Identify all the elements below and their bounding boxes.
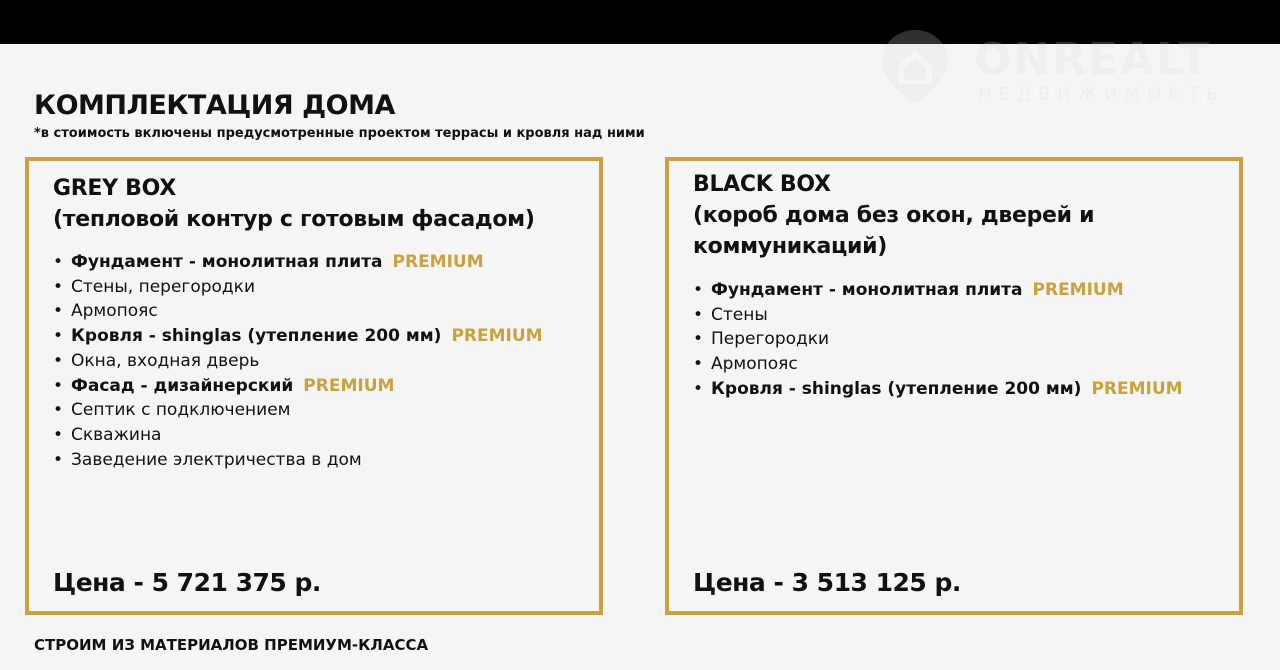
bullet-icon: • bbox=[53, 449, 64, 470]
bullet-icon: • bbox=[693, 354, 704, 375]
premium-badge: PREMIUM bbox=[303, 375, 395, 396]
bullet-icon: • bbox=[53, 424, 64, 445]
bullet-icon: • bbox=[693, 280, 704, 300]
feature-item bbox=[53, 324, 543, 349]
feature-text: Скважина bbox=[71, 424, 162, 445]
feature-text: Фасад - дизайнерский bbox=[71, 375, 294, 396]
page-title: КОМПЛЕКТАЦИЯ ДОМА bbox=[34, 90, 395, 121]
card-title bbox=[693, 169, 1213, 262]
card-title-description: (тепловой контур с готовым фасадом) bbox=[53, 207, 535, 232]
feature-item bbox=[53, 250, 543, 275]
grey-box-card bbox=[25, 157, 603, 615]
feature-text: Фундамент - монолитная плита bbox=[711, 280, 1023, 300]
feature-item bbox=[53, 423, 543, 448]
bullet-icon: • bbox=[53, 276, 64, 297]
card-title-description: (короб дома без окон, дверей и коммуникаций) bbox=[693, 203, 1095, 259]
feature-item bbox=[693, 327, 1183, 352]
feature-item bbox=[53, 349, 543, 374]
onrealt-watermark bbox=[880, 28, 1250, 108]
bullet-icon: • bbox=[53, 375, 64, 396]
bullet-icon: • bbox=[53, 350, 64, 371]
feature-item bbox=[693, 303, 1183, 328]
footer-note: СТРОИМ ИЗ МАТЕРИАЛОВ ПРЕМИУМ-КЛАССА bbox=[34, 636, 429, 654]
watermark-subtitle: НЕДВИЖИМОСТЬ bbox=[978, 84, 1226, 105]
feature-item bbox=[53, 448, 543, 473]
feature-item bbox=[53, 398, 543, 423]
feature-item bbox=[53, 299, 543, 324]
feature-text: Фундамент - монолитная плита bbox=[71, 252, 383, 272]
premium-badge: PREMIUM bbox=[451, 326, 543, 347]
card-title bbox=[53, 173, 583, 235]
feature-text: Перегородки bbox=[711, 329, 830, 350]
feature-text: Армопояс bbox=[711, 354, 798, 375]
feature-list bbox=[53, 250, 543, 472]
bullet-icon: • bbox=[53, 252, 64, 272]
price-label: Цена - 3 513 125 р. bbox=[693, 568, 961, 597]
card-title-name: BLACK BOX bbox=[693, 172, 831, 197]
feature-text: Стены bbox=[711, 304, 768, 325]
page-note: *в стоимость включены предусмотренные проектом террасы и кровля над ними bbox=[34, 126, 645, 141]
bullet-icon: • bbox=[693, 378, 704, 399]
house-pin-icon bbox=[880, 28, 950, 106]
premium-badge: PREMIUM bbox=[1032, 280, 1124, 300]
feature-item bbox=[693, 352, 1183, 377]
feature-text: Стены, перегородки bbox=[71, 276, 255, 297]
feature-item bbox=[53, 374, 543, 399]
bullet-icon: • bbox=[53, 326, 64, 347]
card-title-name: GREY BOX bbox=[53, 176, 176, 201]
feature-text: Заведение электричества в дом bbox=[71, 449, 362, 470]
premium-badge: PREMIUM bbox=[1091, 378, 1183, 399]
feature-item bbox=[693, 377, 1183, 402]
feature-item bbox=[53, 275, 543, 300]
feature-text: Окна, входная дверь bbox=[71, 350, 260, 371]
watermark-brand: ONREALT bbox=[974, 34, 1211, 85]
feature-text: Армопояс bbox=[71, 301, 158, 322]
feature-text: Септик с подключением bbox=[71, 400, 291, 421]
bullet-icon: • bbox=[53, 301, 64, 322]
feature-list bbox=[693, 278, 1183, 402]
premium-badge: PREMIUM bbox=[392, 252, 484, 272]
feature-item bbox=[693, 278, 1183, 303]
feature-text: Кровля - shinglas (утепление 200 мм) bbox=[71, 326, 442, 347]
black-box-card bbox=[665, 157, 1243, 615]
feature-text: Кровля - shinglas (утепление 200 мм) bbox=[711, 378, 1082, 399]
bullet-icon: • bbox=[53, 400, 64, 421]
bullet-icon: • bbox=[693, 329, 704, 350]
price-label: Цена - 5 721 375 р. bbox=[53, 568, 321, 597]
bullet-icon: • bbox=[693, 304, 704, 325]
